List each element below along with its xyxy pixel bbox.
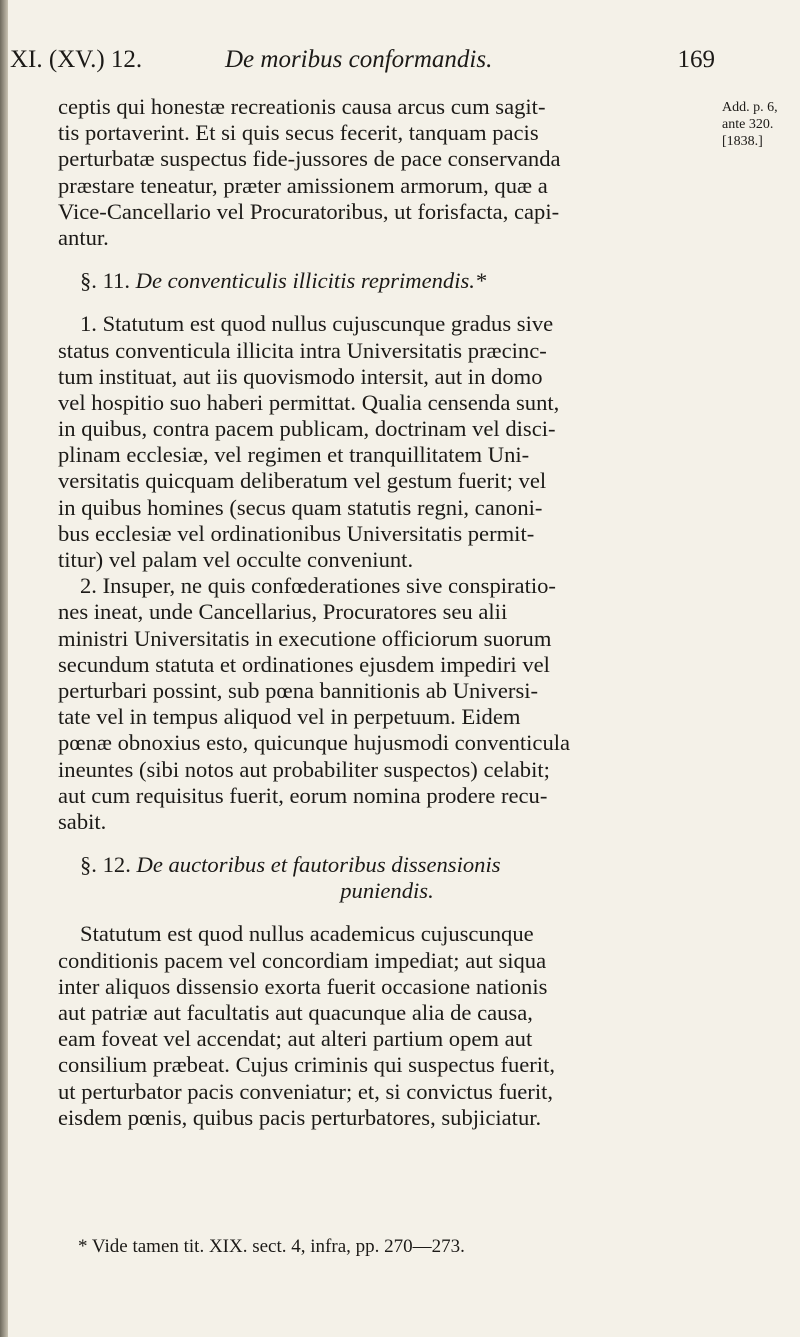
text-line: perturbatæ suspectus fide-jussores de pace conservanda	[58, 146, 561, 172]
marginal-note-line: ante 320.	[722, 117, 774, 132]
section-number: §. 12.	[80, 852, 131, 878]
text-line: vel hospitio suo haberi permittat. Qualia censenda sunt,	[58, 389, 560, 415]
text-line: ceptis qui honestæ recreationis causa arcus cum sagit-	[58, 94, 546, 119]
text-line: perturbari possint, sub pœna bannitionis ab Universi-	[58, 677, 539, 703]
marginal-note-line: Add. p. 6,	[722, 100, 778, 115]
marginal-note	[722, 99, 798, 150]
text-line: nes ineat, unde Cancellarius, Procuratores seu alii	[58, 599, 508, 625]
text-line: sabit.	[58, 808, 107, 834]
text-line: versitatis quicquam deliberatum vel gestum fuerit; vel	[58, 468, 547, 494]
text-line: 1. Statutum est quod nullus cujuscunque gradus sive	[80, 311, 554, 337]
section-title: De conventiculis illicitis reprimendis.*	[135, 268, 487, 294]
section-11-paragraph-2	[58, 573, 716, 835]
header-title-number: XI. (XV.) 12.	[10, 46, 143, 73]
text-line: ministri Universitatis in executione officiorum suorum	[58, 625, 552, 651]
text-line: ineuntes (sibi notos aut probabiliter suspectos) celabit;	[58, 756, 550, 782]
text-line: in quibus, contra pacem publicam, doctrinam vel disci-	[58, 416, 556, 442]
text-line: tum instituat, aut iis quovismodo intersit, aut in domo	[58, 363, 543, 389]
text-line: titur) vel palam vel occulte conveniunt.	[58, 547, 414, 572]
text-line: status conventicula illicita intra Universitatis præcinc-	[58, 337, 547, 363]
section-12-heading	[58, 852, 716, 878]
text-line: 2. Insuper, ne quis confœderationes sive conspiratio-	[80, 573, 556, 599]
text-line: antur.	[58, 224, 109, 250]
running-header	[10, 46, 715, 80]
text-line: bus ecclesiæ vel ordinationibus Universitatis permit-	[58, 520, 535, 546]
section-title-continued: puniendis.	[340, 878, 434, 904]
text-line: secundum statuta et ordinationes ejusdem impediri vel	[58, 651, 550, 677]
text-line: consilium præbeat. Cujus criminis qui suspectus fuerit,	[58, 1052, 556, 1078]
page-binding-edge	[0, 0, 8, 1337]
text-line: pœnæ obnoxius esto, quicunque hujusmodi conventicula	[58, 730, 571, 756]
text-line: conditionis pacem vel concordiam impediat; aut siqua	[58, 947, 547, 973]
header-title: De moribus conformandis.	[225, 46, 493, 73]
text-line: in quibus homines (secus quam statutis regni, canoni-	[58, 494, 543, 520]
section-12-paragraph	[58, 921, 716, 1131]
text-line: eisdem pœnis, quibus pacis perturbatores, subjiciatur.	[58, 1104, 542, 1130]
section-12-heading-line-2	[58, 878, 716, 904]
text-line: plinam ecclesiæ, vel regimen et tranquillitatem Uni-	[58, 442, 530, 468]
text-line: aut cum requisitus fuerit, eorum nomina prodere recu-	[58, 782, 548, 808]
text-line: Vice-Cancellario vel Procuratoribus, ut forisfacta, capi-	[58, 198, 560, 224]
footnote: * Vide tamen tit. XIX. sect. 4, infra, pp. 270—273.	[78, 1236, 465, 1257]
text-line: tis portaverint. Et si quis secus fecerit, tanquam pacis	[58, 120, 539, 146]
text-line: Statutum est quod nullus academicus cujuscunque	[80, 921, 534, 947]
page-number: 169	[677, 46, 715, 73]
text-line: eam foveat vel accendat; aut alteri partium opem aut	[58, 1026, 533, 1052]
opening-paragraph	[58, 94, 716, 251]
section-number: §. 11.	[80, 268, 130, 294]
text-line: præstare teneatur, præter amissionem armorum, quæ a	[58, 172, 548, 198]
section-11-paragraph-1	[58, 311, 716, 573]
section-title: De auctoribus et fautoribus dissensionis	[136, 852, 501, 878]
section-11-heading	[58, 268, 716, 294]
page-body	[58, 94, 716, 1131]
text-line: tate vel in tempus aliquod vel in perpetuum. Eidem	[58, 704, 521, 730]
marginal-note-line: [1838.]	[722, 134, 763, 149]
text-line: inter aliquos dissensio exorta fuerit occasione nationis	[58, 973, 548, 999]
text-line: aut patriæ aut facultatis aut quacunque alia de causa,	[58, 1000, 533, 1025]
text-line: ut perturbator pacis conveniatur; et, si convictus fuerit,	[58, 1078, 554, 1104]
